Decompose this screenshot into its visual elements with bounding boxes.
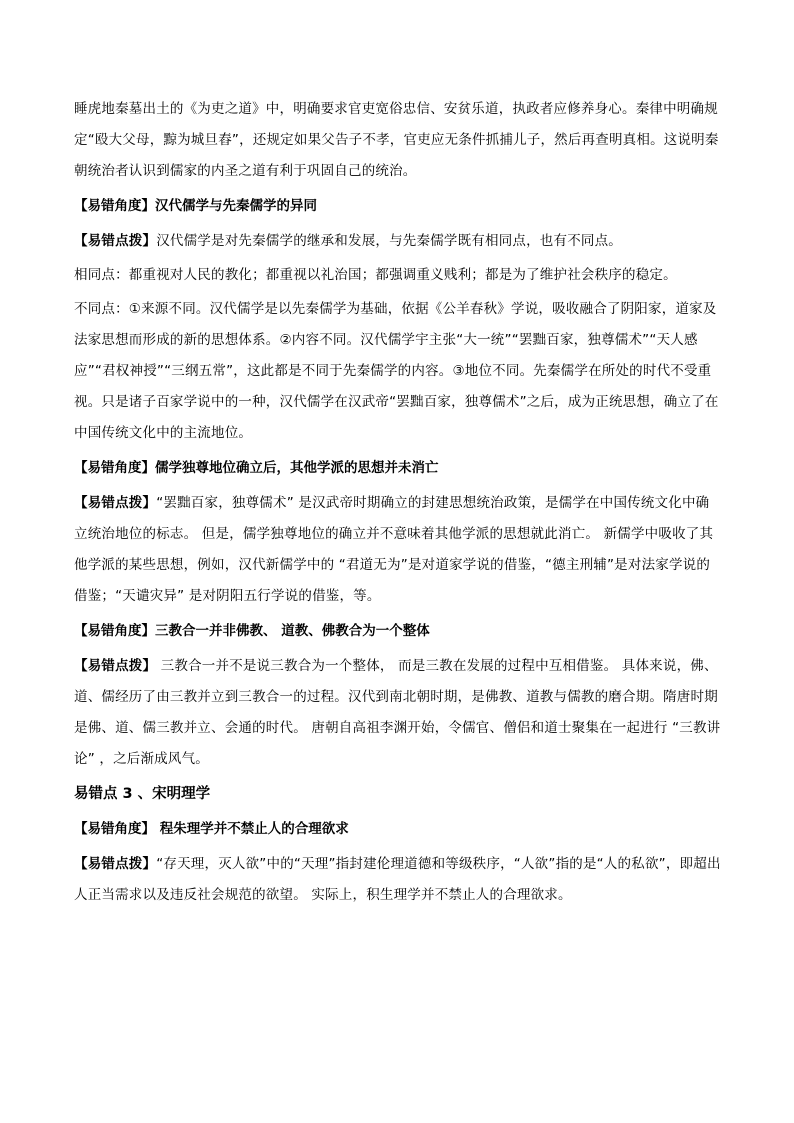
section-title-song-ming: 易错点 3 、宋明理学 xyxy=(74,786,211,802)
tip-text: “罢黜百家，独尊儒术” 是汉武帝时期确立的封建思想统治政策，是儒学在中国传统文化中确立统治地位的标志。 但是，儒学独尊地位的确立并不意味着其他学派的思想就此消亡。 新儒学中吸收了其他学派的某些思想，例如，汉代新儒学中的 “君道无为”是对道家学说的借鉴，“德主刑辅”是对法家学说的借鉴；“天谴灾异” 是对阴阳五行学说的借鉴，等。 xyxy=(74,495,714,604)
tip-label: 【易错点拨】 xyxy=(74,856,157,872)
tip-text: 汉代儒学是对先秦儒学的继承和发展，与先秦儒学既有相同点，也有不同点。 xyxy=(156,233,623,249)
paragraph-qin-law: 睡虎地秦墓出土的《为吏之道》中，明确要求官吏宽俗忠信、安贫乐道，执政者应修养身心。秦律中明确规定“殴大父母，黥为城旦舂”，还规定如果父告子不孝，官吏应无条件抓捕儿子，然后再查明真相。这说明秦朝统治者认识到儒家的内圣之道有利于巩固自己的统治。 xyxy=(74,101,719,179)
heading-han-vs-pre-qin: 【易错角度】汉代儒学与先秦儒学的异同 xyxy=(74,198,317,214)
heading-cheng-zhu: 【易错角度】 程朱理学并不禁止人的合理欲求 xyxy=(74,821,349,837)
paragraph-cheng-zhu xyxy=(74,849,722,911)
tip-text: “存天理，灭人欲”中的“天理”指封建伦理道德和等级秩序，“人欲”指的是“人的私欲”，即超出人正当需求以及违反社会规范的欲望。 实际上，积生理学并不禁止人的合理欲求。 xyxy=(74,856,721,903)
tip-label: 【易错点拨】 xyxy=(74,233,157,249)
paragraph-han-confucianism-intro xyxy=(74,226,722,257)
tip-label: 【易错点拨】 xyxy=(74,495,157,511)
tip-label: 【易错点拨】 xyxy=(74,658,157,674)
paragraph-three-teachings xyxy=(74,651,722,775)
tip-text: 三教合一并不是说三教合为一个整体， 而是三教在发展的过程中互相借鉴。 具体来说，佛、道、儒经历了由三教并立到三教合一的过程。汉代到南北朝时期，是佛教、道教与儒教的磨合期。隋唐时期是佛、道、儒三教并立、会通的时代。 唐朝自高祖李渊开始，令儒官、僧侣和道士聚集在一起进行 “三教讲论” ，之后渐成风气。 xyxy=(74,658,721,767)
paragraph-other-schools xyxy=(74,488,722,612)
heading-three-teachings: 【易错角度】三教合一并非佛教、 道教、佛教合为一个整体 xyxy=(74,623,430,639)
paragraph-similarities: 相同点：都重视对人民的教化；都重视以礼治国；都强调重义贱利；都是为了维护社会秩序的稳定。 xyxy=(74,267,677,283)
document-content xyxy=(74,94,722,911)
paragraph-differences: 不同点：①来源不同。汉代儒学是以先秦儒学为基础，依据《公羊春秋》学说，吸收融合了阴阳家，道家及法家思想而形成的新的思想体系。②内容不同。汉代儒学宇主张“大一统”“罢黜百家，独尊儒术”“天人感应”“君权神授”“三纲五常”，这此都是不同于先秦儒学的内容。③地位不同。先秦儒学在所处的时代不受重视。只是诸子百家学说中的一种，汉代儒学在汉武帝“罢黜百家，独尊儒术”之后，成为正统思想，确立了在中国传统文化中的主流地位。 xyxy=(74,301,719,441)
heading-other-schools: 【易错角度】儒学独尊地位确立后，其他学派的思想并未消亡 xyxy=(74,460,439,476)
